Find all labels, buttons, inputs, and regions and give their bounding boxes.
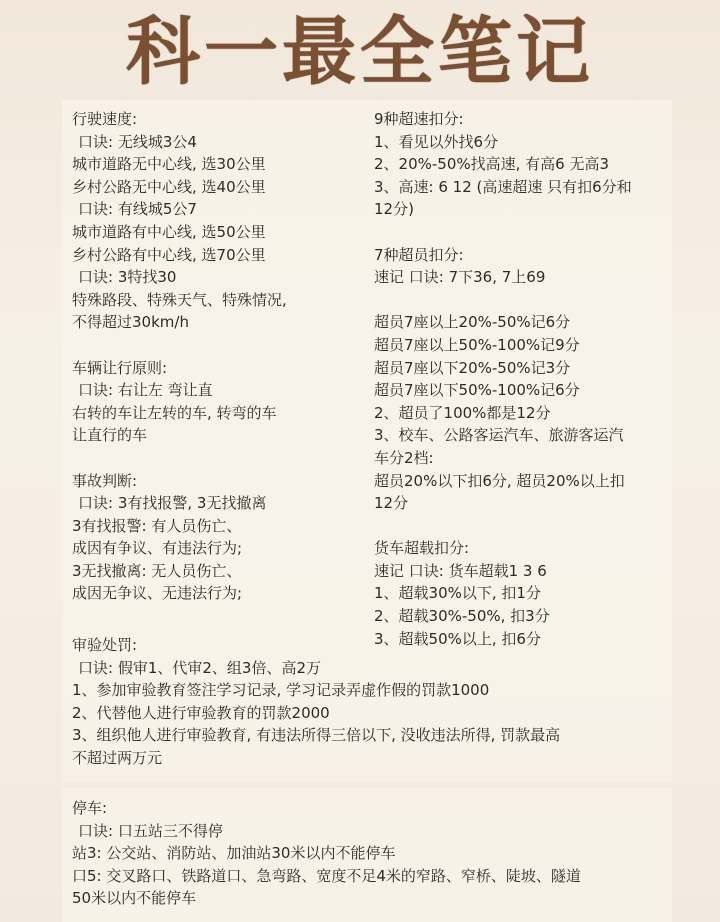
parking-section xyxy=(72,797,581,910)
overload-line-9: 12分 xyxy=(374,494,409,513)
accident-line-2: 成因有争议、有违法行为; xyxy=(72,539,243,558)
review-tip: 口诀: 假审1、代审2、组3倍、高2万 xyxy=(78,658,321,677)
review-heading: 审验处罚: xyxy=(72,636,138,654)
review-line-2: 2、代替他人进行审验教育的罚款2000 xyxy=(72,703,330,722)
overload-line-8: 超员20%以下扣6分, 超员20%以上扣 xyxy=(374,471,625,490)
yield-line-1: 右转的车让左转的车, 转弯的车 xyxy=(72,403,277,422)
speed-line-6: 不得超过30km/h xyxy=(72,313,189,332)
speed-line-4: 乡村公路有中心线, 选70公里 xyxy=(72,245,266,264)
speed-tip-1: 口诀: 无线城3公4 xyxy=(78,132,197,151)
yield-heading: 车辆让行原则: xyxy=(72,358,168,377)
spacer xyxy=(374,289,632,312)
speed-line-1: 城市道路无中心线, 选30公里 xyxy=(72,155,266,174)
yield-tip: 口诀: 右让左 弯让直 xyxy=(78,381,213,400)
overload-line-5: 2、超员了100%都是12分 xyxy=(374,403,551,422)
accident-tip: 口诀: 3有找报警, 3无找撤离 xyxy=(78,494,267,513)
speed-heading: 行驶速度: xyxy=(72,110,138,128)
speeding-line-1: 1、看见以外找6分 xyxy=(374,132,499,151)
speeding-line-3: 3、高速: 6 12 (高速超速 只有扣6分和 xyxy=(374,177,632,196)
speeding-line-4: 12分) xyxy=(374,200,414,219)
review-line-4: 不超过两万元 xyxy=(72,748,163,767)
parking-line-3: 50米以内不能停车 xyxy=(72,889,197,908)
overload-heading: 7种超员扣分: xyxy=(374,245,464,264)
speeding-heading: 9种超速扣分: xyxy=(374,110,464,128)
overload-line-1: 超员7座以上20%-50%记6分 xyxy=(374,313,571,332)
parking-tip: 口诀: 口五站三不得停 xyxy=(78,821,223,840)
speed-tip-3: 口诀: 3特找30 xyxy=(78,268,177,287)
speed-line-3: 城市道路有中心线, 选50公里 xyxy=(72,222,266,241)
truck-line-1: 1、超载30%以下, 扣1分 xyxy=(374,584,541,603)
truck-heading: 货车超载扣分: xyxy=(374,539,470,558)
spacer xyxy=(72,334,287,357)
speed-line-2: 乡村公路无中心线, 选40公里 xyxy=(72,177,266,196)
overload-tip: 速记 口诀: 7下36, 7上69 xyxy=(374,268,546,287)
truck-line-2: 2、超载30%-50%, 扣3分 xyxy=(374,607,550,626)
right-column xyxy=(374,108,632,650)
spacer xyxy=(72,447,287,470)
parking-line-2: 口5: 交叉路口、铁路道口、急弯路、宽度不足4米的窄路、窄桥、陡坡、隧道 xyxy=(72,866,581,885)
accident-line-3: 3无找撤离: 无人员伤亡、 xyxy=(72,561,242,580)
speeding-line-2: 2、20%-50%找高速, 有高6 无高3 xyxy=(374,155,610,174)
speed-line-5: 特殊路段、特殊天气、特殊情况, xyxy=(72,290,287,309)
overload-line-3: 超员7座以下20%-50%记3分 xyxy=(374,358,571,377)
overload-line-7: 车分2档: xyxy=(374,448,434,467)
overload-line-4: 超员7座以下50%-100%记6分 xyxy=(374,381,580,400)
review-section xyxy=(72,634,560,770)
yield-line-2: 让直行的车 xyxy=(72,426,148,445)
overload-line-2: 超员7座以上50%-100%记9分 xyxy=(374,335,580,354)
review-line-1: 1、参加审验教育签注学习记录, 学习记录弄虚作假的罚款1000 xyxy=(72,681,490,700)
left-column xyxy=(72,108,287,605)
accident-line-1: 3有找报警: 有人员伤亡、 xyxy=(72,516,242,535)
speed-tip-2: 口诀: 有线城5公7 xyxy=(78,200,197,219)
parking-heading: 停车: xyxy=(72,799,108,817)
spacer xyxy=(374,221,632,244)
truck-line-3: 3、超载50%以上, 扣6分 xyxy=(374,629,541,648)
accident-line-4: 成因无争议、无违法行为; xyxy=(72,584,243,603)
page-title: 科一最全笔记 xyxy=(126,9,594,95)
overload-line-6: 3、校车、公路客运汽车、旅游客运汽 xyxy=(374,426,624,445)
review-line-3: 3、组织他人进行审验教育, 有违法所得三倍以下, 没收违法所得, 罚款最高 xyxy=(72,726,561,745)
accident-heading: 事故判断: xyxy=(72,471,138,490)
truck-tip: 速记 口诀: 货车超载1 3 6 xyxy=(374,561,547,580)
parking-line-1: 站3: 公交站、消防站、加油站30米以内不能停车 xyxy=(72,844,396,863)
spacer xyxy=(374,515,632,538)
